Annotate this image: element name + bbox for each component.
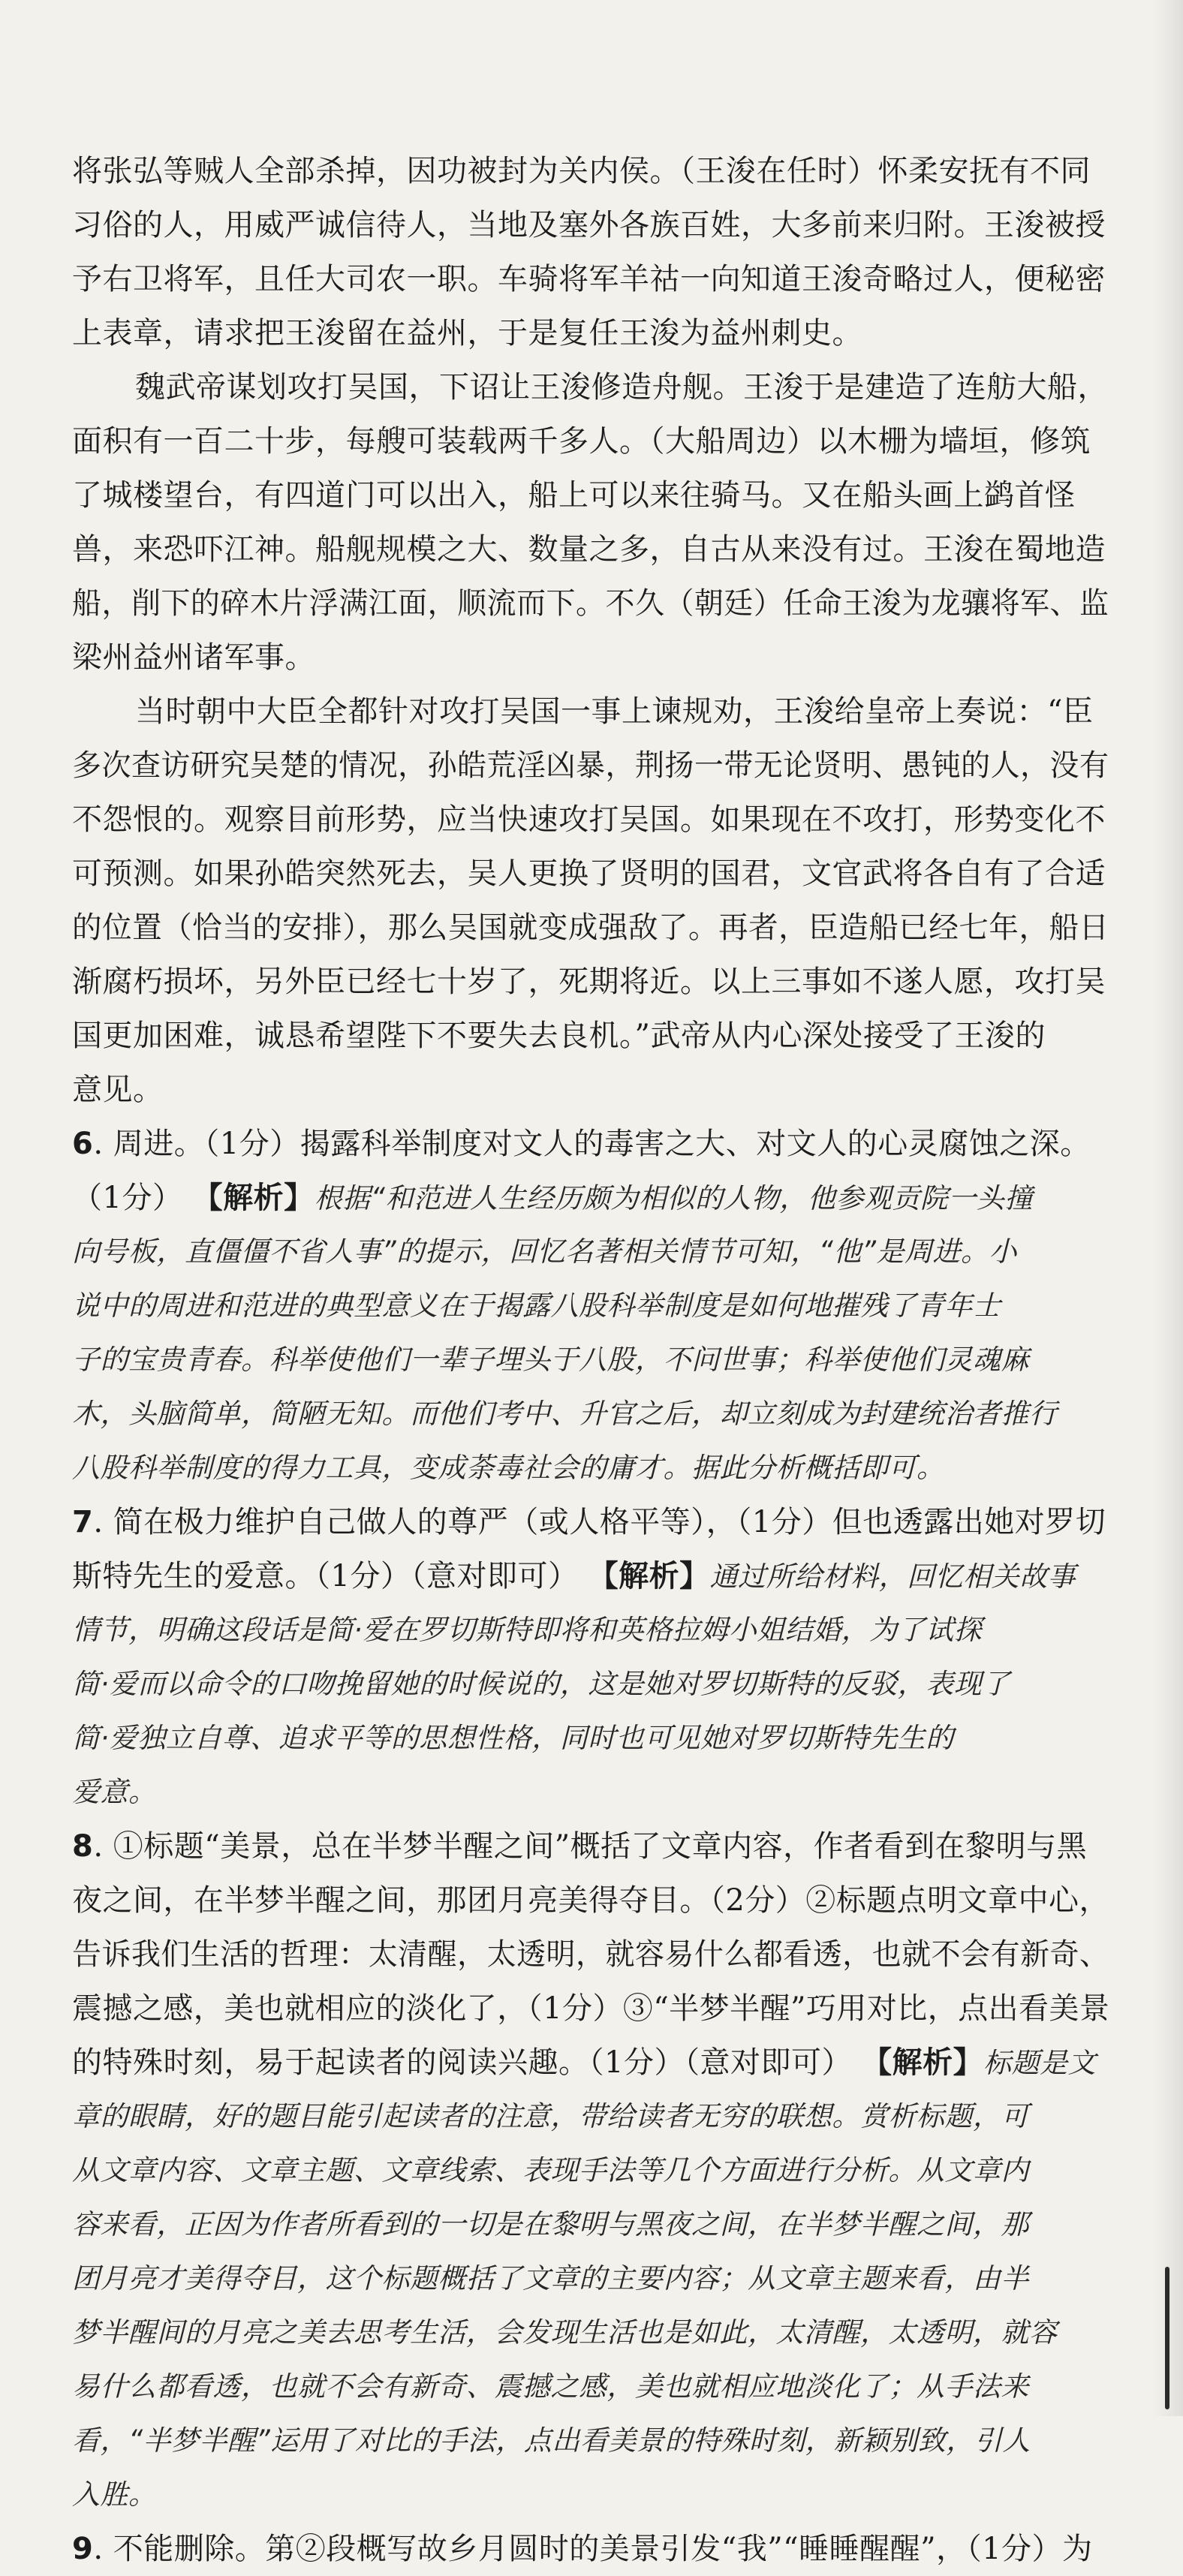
- q7-answer-line: [72, 1549, 1109, 1603]
- question-6: [72, 1117, 1109, 1495]
- q6-answer-line: [72, 1171, 1109, 1225]
- question-number: 6: [72, 1127, 94, 1161]
- question-number: 7: [72, 1505, 94, 1539]
- text-line: 当时朝中大臣全都针对攻打吴国一事上谏规劝，王浚给皇帝上奏说：“臣: [135, 694, 1094, 729]
- text-line: 船，削下的碎木片浮满江面，顺流而下。不久（朝廷）任命王浚为龙骧将军、监: [72, 586, 1109, 621]
- text-line: 上表章，请求把王浚留在益州，于是复任王浚为益州刺史。: [72, 316, 862, 351]
- scan-binding-mark: [1165, 2267, 1169, 2409]
- question-number: 8: [72, 1829, 94, 1864]
- text-line: 的位置（恰当的安排），那么吴国就变成强敌了。再者，臣造船已经七年，船日: [72, 910, 1109, 945]
- text-line: 习俗的人，用威严诚信待人，当地及塞外各族百姓，大多前来归附。王浚被授: [72, 208, 1106, 242]
- q6-answer: . 周进。（1分）揭露科举制度对文人的毒害之大、对文人的心灵腐蚀之深。: [93, 1127, 1091, 1161]
- q8-answer: . ①标题“美景，总在半梦半醒之间”概括了文章内容，作者看到在黎明与黑: [93, 1829, 1088, 1864]
- q6-analysis-line: 说中的周进和范进的典型意义在于揭露八股科举制度是如何地摧残了青年士: [72, 1290, 1001, 1322]
- q7-analysis-line: 简·爱独立自尊、追求平等的思想性格，同时也可见她对罗切斯特先生的: [72, 1722, 954, 1754]
- text-line: 梁州益州诸军事。: [72, 640, 315, 675]
- q7-analysis: 通过所给材料，回忆相关故事: [709, 1560, 1076, 1593]
- q8-answer: 的特殊时刻，易于起读者的阅读兴趣。（1分）（意对即可）: [72, 2045, 852, 2080]
- question-number: 9: [72, 2532, 94, 2566]
- q8-analysis: 标题是文: [983, 2047, 1097, 2079]
- q6-analysis-line: 木，头脑简单，简陋无知。而他们考中、升官之后，却立刻成为封建统治者推行: [72, 1398, 1058, 1430]
- q6-analysis-line: 向号板，直僵僵不省人事”的提示，回忆名著相关情节可知，“他”是周进。小: [72, 1235, 1018, 1268]
- analysis-tag: 【解析】: [588, 1559, 710, 1593]
- q8-answer-line: 震撼之感，美也就相应的淡化了，（1分）③“半梦半醒”巧用对比，点出看美景: [72, 1991, 1110, 2026]
- text-line: 魏武帝谋划攻打吴国，下诏让王浚修造舟舰。王浚于是建造了连舫大船，: [135, 370, 1108, 405]
- paragraph-3: [72, 685, 1109, 1117]
- paragraph-2: [72, 360, 1109, 685]
- q8-answer-line: [72, 2036, 1109, 2090]
- q6-answer-line: [72, 1117, 1109, 1171]
- q7-analysis-line: 简·爱而以命令的口吻挽留她的时候说的，这是她对罗切斯特的反驳，表现了: [72, 1668, 1010, 1700]
- q6-analysis: 根据“和范进人生经历颇为相似的人物，他参观贡院一头撞: [314, 1182, 1033, 1214]
- q8-answer-line: 告诉我们生活的哲理：太清醒，太透明，就容易什么都看透，也就不会有新奇、: [72, 1937, 1109, 1972]
- text-line: 予右卫将军，且任大司农一职。车骑将军羊祜一向知道王浚奇略过人，便秘密: [72, 262, 1106, 296]
- question-9: [72, 2522, 1109, 2576]
- text-line: 将张弘等贼人全部杀掉，因功被封为关内侯。（王浚在任时）怀柔安抚有不同: [72, 154, 1091, 188]
- text-line: 意见。: [72, 1073, 164, 1107]
- q8-analysis-line: 容来看，正因为作者所看到的一切是在黎明与黑夜之间，在半梦半醒之间，那: [72, 2208, 1029, 2240]
- q6-analysis-line: 子的宝贵青春。科举使他们一辈子埋头于八股，不问世事；科举使他们灵魂麻: [72, 1344, 1029, 1376]
- text-line: 多次查访研究吴楚的情况，孙皓荒淫凶暴，荆扬一带无论贤明、愚钝的人，没有: [72, 748, 1109, 783]
- q7-analysis-line: 爱意。: [72, 1776, 157, 1808]
- q7-analysis-line: 情节，明确这段话是简·爱在罗切斯特即将和英格拉姆小姐结婚，为了试探: [72, 1614, 983, 1646]
- analysis-tag: 【解析】: [862, 2045, 984, 2080]
- page-edge-shadow: [1153, 0, 1183, 2416]
- text-line: 不怨恨的。观察目前形势，应当快速攻打吴国。如果现在不攻打，形势变化不: [72, 802, 1106, 837]
- q8-analysis-line: 易什么都看透，也就不会有新奇、震撼之感，美也就相应地淡化了；从手法来: [72, 2370, 1029, 2403]
- q8-analysis-line: 入胜。: [72, 2478, 157, 2511]
- q8-analysis-line: 看，“半梦半醒”运用了对比的手法，点出看美景的特殊时刻，新颖别致，引人: [72, 2424, 1031, 2457]
- answer-page: [72, 144, 1109, 2576]
- q8-answer-line: 夜之间，在半梦半醒之间，那团月亮美得夺目。（2分）②标题点明文章中心，: [72, 1883, 1109, 1918]
- text-line: 了城楼望台，有四道门可以出入，船上可以来往骑马。又在船头画上鹢首怪: [72, 478, 1076, 513]
- q8-analysis-line: 团月亮才美得夺目，这个标题概括了文章的主要内容；从文章主题来看，由半: [72, 2262, 1029, 2295]
- text-line: 兽，来恐吓江神。船舰规模之大、数量之多，自古从来没有过。王浚在蜀地造: [72, 532, 1106, 567]
- q7-answer-line: [72, 1495, 1109, 1549]
- q8-analysis-line: 章的眼睛，好的题目能引起读者的注意，带给读者无穷的联想。赏析标题，可: [72, 2100, 1029, 2132]
- q9-answer: . 不能删除。第②段概写故乡月圆时的美景引发“我”“睡睡醒醒”，（1分）为: [93, 2532, 1093, 2566]
- text-line: 可预测。如果孙皓突然死去，吴人更换了贤明的国君，文官武将各自有了合适: [72, 856, 1106, 891]
- question-7: [72, 1495, 1109, 1819]
- q9-answer-line: [72, 2522, 1109, 2576]
- text-line: 国更加困难，诚恳希望陛下不要失去良机。”武帝从内心深处接受了王浚的: [72, 1019, 1046, 1053]
- analysis-tag: 【解析】: [192, 1181, 315, 1215]
- q6-score: （1分）: [72, 1181, 183, 1215]
- text-line: 面积有一百二十步，每艘可装载两千多人。（大船周边）以木栅为墙垣，修筑: [72, 424, 1091, 459]
- q8-answer-line: [72, 1819, 1109, 1873]
- text-line: 渐腐朽损坏，另外臣已经七十岁了，死期将近。以上三事如不遂人愿，攻打吴: [72, 964, 1106, 999]
- q6-analysis-line: 八股科举制度的得力工具，变成荼毒社会的庸才。据此分析概括即可。: [72, 1452, 945, 1484]
- q7-answer: 斯特先生的爱意。（1分）（意对即可）: [72, 1559, 579, 1593]
- q8-analysis-line: 梦半醒间的月亮之美去思考生活，会发现生活也是如此，太清醒，太透明，就容: [72, 2316, 1058, 2349]
- q8-analysis-line: 从文章内容、文章主题、文章线索、表现手法等几个方面进行分析。从文章内: [72, 2154, 1029, 2186]
- paragraph-1: [72, 144, 1109, 360]
- q7-answer: . 简在极力维护自己做人的尊严（或人格平等），（1分）但也透露出她对罗切: [93, 1505, 1106, 1539]
- question-8: [72, 1819, 1109, 2522]
